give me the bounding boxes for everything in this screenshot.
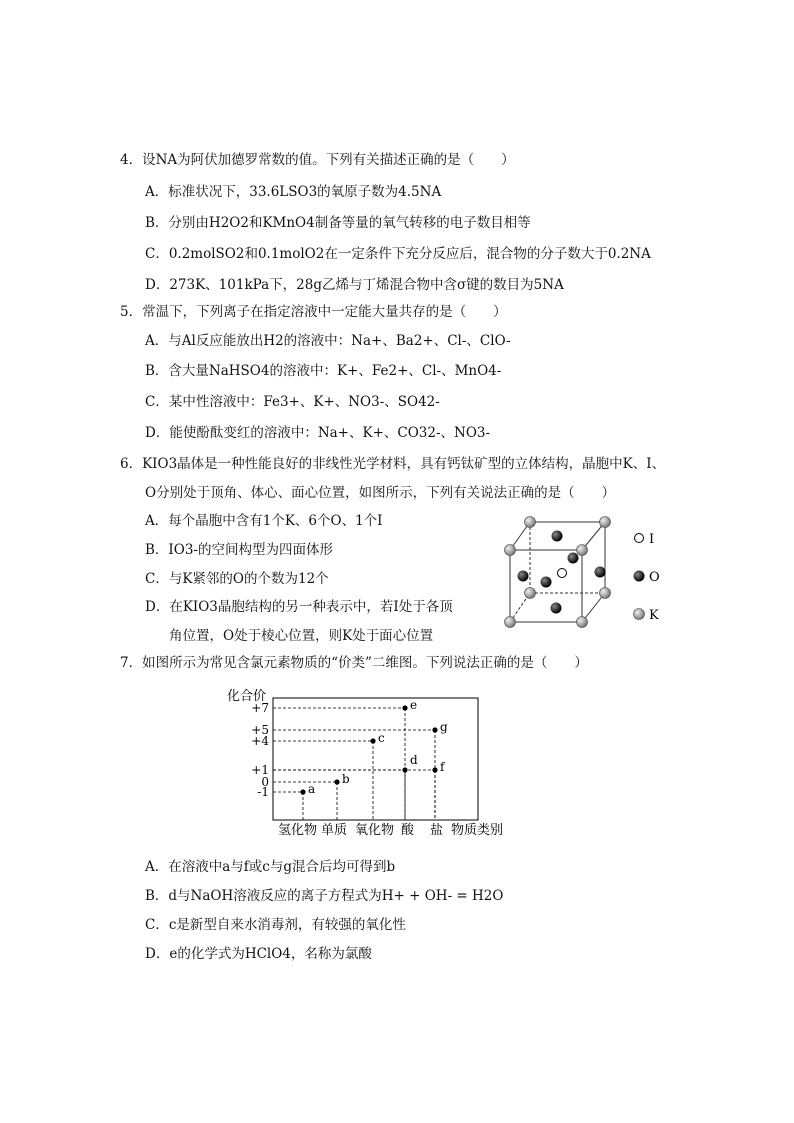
q4-stem: 4．设NA为阿伏加德罗常数的值。下列有关描述正确的是（ ）	[120, 152, 515, 168]
i-atom	[558, 569, 567, 578]
q5-option-c: C．某中性溶液中：Fe3+、K+、NO3-、SO42-	[145, 394, 440, 410]
k-atom	[577, 617, 588, 628]
q6-stem-line2: O分别处于顶角、体心、面心位置，如图所示，下列有关说法正确的是（ ）	[145, 485, 616, 501]
q4-option-b: B．分别由H2O2和KMnO4制备等量的氧气转移的电子数目相等	[145, 215, 531, 231]
legend-o-label: O	[649, 570, 660, 585]
q7-option-a: A．在溶液中a与f或c与g混合后均可得到b	[145, 859, 396, 875]
y-tick-label: +1	[251, 763, 269, 777]
y-tick-label: +7	[251, 701, 269, 715]
chart-ylabel: 化合价	[227, 689, 267, 704]
point-label-b: b	[342, 772, 350, 786]
q5-option-a: A．与Al反应能放出H2的溶液中：Na+、Ba2+、Cl-、ClO-	[145, 333, 511, 349]
o-atom	[552, 531, 563, 542]
q7-option-d: D．e的化学式为HClO4，名称为氯酸	[145, 946, 372, 962]
x-tick-label: 单质	[321, 823, 348, 838]
q6-option-c: C．与K紧邻的O的个数为12个	[145, 571, 329, 587]
x-tick-label: 氢化物	[278, 823, 318, 838]
y-tick-label: +5	[251, 723, 269, 737]
y-tick-label: +4	[251, 734, 269, 748]
k-atom	[505, 545, 516, 556]
k-atom	[600, 588, 611, 599]
q7-option-b: B．d与NaOH溶液反应的离子方程式为H+ + OH- = H2O	[145, 888, 504, 904]
q4-option-d: D．273K、101kPa下，28g乙烯与丁烯混合物中含σ键的数目为5NA	[145, 277, 564, 293]
o-atom	[595, 567, 606, 578]
k-atom	[577, 545, 588, 556]
o-atom	[518, 571, 529, 582]
crystal-cell-figure	[495, 508, 695, 638]
q5-stem: 5．常温下，下列离子在指定溶液中一定能大量共存的是（ ）	[120, 304, 507, 320]
k-atom	[505, 617, 516, 628]
q5-option-b: B．含大量NaHSO4的溶液中：K+、Fe2+、Cl-、MnO4-	[145, 363, 502, 379]
point-e	[402, 705, 407, 710]
point-label-d: d	[410, 753, 418, 767]
chart-frame	[273, 698, 478, 820]
legend-k-label: K	[649, 608, 659, 623]
chart-xlabel: 物质类别	[451, 823, 504, 838]
point-label-c: c	[378, 731, 385, 745]
point-a	[300, 789, 305, 794]
k-atom	[600, 517, 611, 528]
q7-option-c: C．c是新型自来水消毒剂，有较强的氧化性	[145, 917, 406, 933]
o-atom	[541, 577, 552, 588]
legend-o-icon	[634, 571, 645, 582]
k-atom	[525, 517, 536, 528]
o-atom	[551, 603, 562, 614]
x-tick-label: 氧化物	[355, 823, 395, 838]
q6-option-a: A．每个晶胞中含有1个K、6个O、1个I	[145, 513, 383, 529]
point-label-f: f	[440, 760, 445, 774]
q6-stem-line1: 6．KIO3晶体是一种性能良好的非线性光学材料，具有钙钛矿型的立体结构，晶胞中K、I、	[120, 456, 666, 472]
point-g	[432, 727, 437, 732]
q4-option-c: C．0.2molSO2和0.1molO2在一定条件下充分反应后，混合物的分子数大于0.2NA	[145, 246, 651, 262]
q6-option-d: D．在KIO3晶胞结构的另一种表示中，若I处于各顶	[145, 599, 453, 615]
k-atom	[525, 588, 536, 599]
legend-k-icon	[634, 609, 645, 620]
point-b	[334, 779, 339, 784]
q6-option-d-cont: 角位置，O处于棱心位置，则K处于面心位置	[169, 628, 434, 644]
point-label-e: e	[410, 698, 418, 712]
y-tick-label: 0	[261, 775, 269, 789]
point-label-a: a	[308, 782, 316, 796]
point-label-g: g	[440, 720, 448, 734]
x-tick-label: 盐	[430, 823, 444, 838]
legend-i-icon	[635, 534, 644, 543]
y-tick-label: -1	[257, 785, 269, 799]
valence-class-chart	[215, 686, 515, 840]
x-tick-label: 酸	[401, 823, 415, 838]
o-atom	[568, 553, 579, 564]
point-c	[370, 738, 375, 743]
q5-option-d: D．能使酚酞变红的溶液中：Na+、K+、CO32-、NO3-	[145, 425, 491, 441]
q6-option-b: B．IO3-的空间构型为四面体形	[145, 542, 333, 558]
q7-stem: 7．如图所示为常见含氯元素物质的“价类”二维图。下列说法正确的是（ ）	[120, 655, 588, 671]
legend-i-label: I	[649, 532, 655, 547]
q4-option-a: A．标准状况下，33.6LSO3的氧原子数为4.5NA	[145, 184, 442, 200]
